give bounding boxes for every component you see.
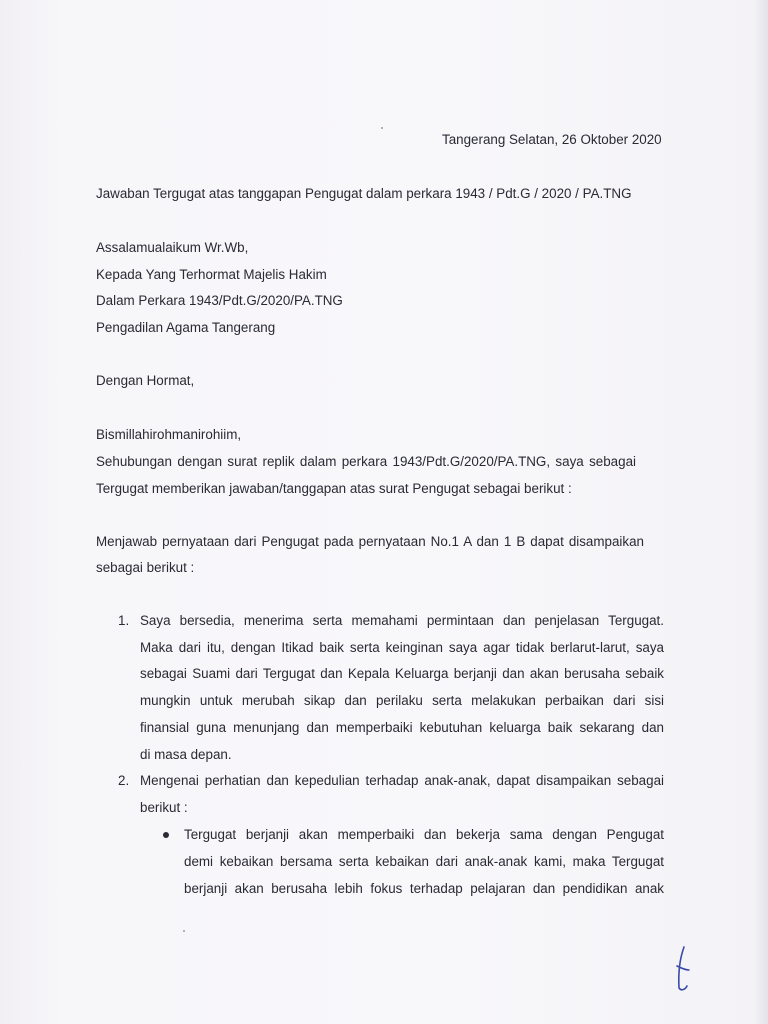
list-number: 1.	[118, 613, 130, 628]
salutation: Dengan Hormat,	[96, 373, 195, 388]
address-line: Pengadilan Agama Tangerang	[96, 320, 276, 335]
bullet-point	[163, 832, 169, 838]
list-item-line: Saya bersedia, menerima serta memahami permintaan dan penjelasan Tergugat.	[140, 613, 664, 628]
bullet-line: berjanji akan berusaha lebih fokus terhadap pelajaran dan pendidikan anak	[184, 881, 664, 896]
bullet-line: Tergugat berjanji akan memperbaiki dan bekerja sama dengan Pengugat	[184, 827, 664, 842]
address-line: Dalam Perkara 1943/Pdt.G/2020/PA.TNG	[96, 293, 343, 308]
letter-subject: Jawaban Tergugat atas tanggapan Pengugat dalam perkara 1943 / Pdt.G / 2020 / PA.TNG	[96, 186, 632, 201]
list-item-line: di masa depan.	[140, 747, 232, 762]
opening-line: Sehubungan dengan surat replik dalam perkara 1943/Pdt.G/2020/PA.TNG, saya sebagai	[96, 454, 636, 469]
intro-line: sebagai berikut :	[96, 560, 195, 575]
list-number: 2.	[118, 773, 130, 788]
list-item-line: mungkin untuk merubah sikap dan perilaku serta melakukan perbaikan dari sisi	[140, 693, 664, 708]
handwritten-initial-icon	[668, 944, 698, 994]
opening-line: Bismillahirohmanirohiim,	[96, 427, 242, 442]
address-line: Kepada Yang Terhormat Majelis Hakim	[96, 267, 327, 282]
list-item-line: berikut :	[140, 800, 188, 815]
list-item-line: sebagai Suami dari Tergugat dan Kepala Keluarga berjanji dan akan berusaha sebaik	[140, 666, 664, 681]
opening-line: Tergugat memberikan jawaban/tanggapan atas surat Pengugat sebagai berikut :	[96, 481, 572, 496]
bullet-line: demi kebaikan bersama serta kebaikan dari anak-anak kami, maka Tergugat	[184, 854, 664, 869]
list-item-line: finansial guna menunjang dan memperbaiki kebutuhan keluarga baik sekarang dan	[140, 720, 664, 735]
list-item-line: Mengenai perhatian dan kepedulian terhadap anak-anak, dapat disampaikan sebagai	[140, 773, 664, 788]
page-edge-shadow	[754, 0, 768, 1024]
place-date: Tangerang Selatan, 26 Oktober 2020	[442, 132, 662, 147]
intro-line: Menjawab pernyataan dari Pengugat pada pernyataan No.1 A dan 1 B dapat disampaikan	[96, 534, 644, 549]
paper-speck	[381, 127, 383, 129]
address-line: Assalamualaikum Wr.Wb,	[96, 240, 249, 255]
paper-speck	[183, 930, 185, 932]
list-item-line: Maka dari itu, dengan Itikad baik serta keinginan saya agar tidak berlarut-larut, saya	[140, 640, 664, 655]
